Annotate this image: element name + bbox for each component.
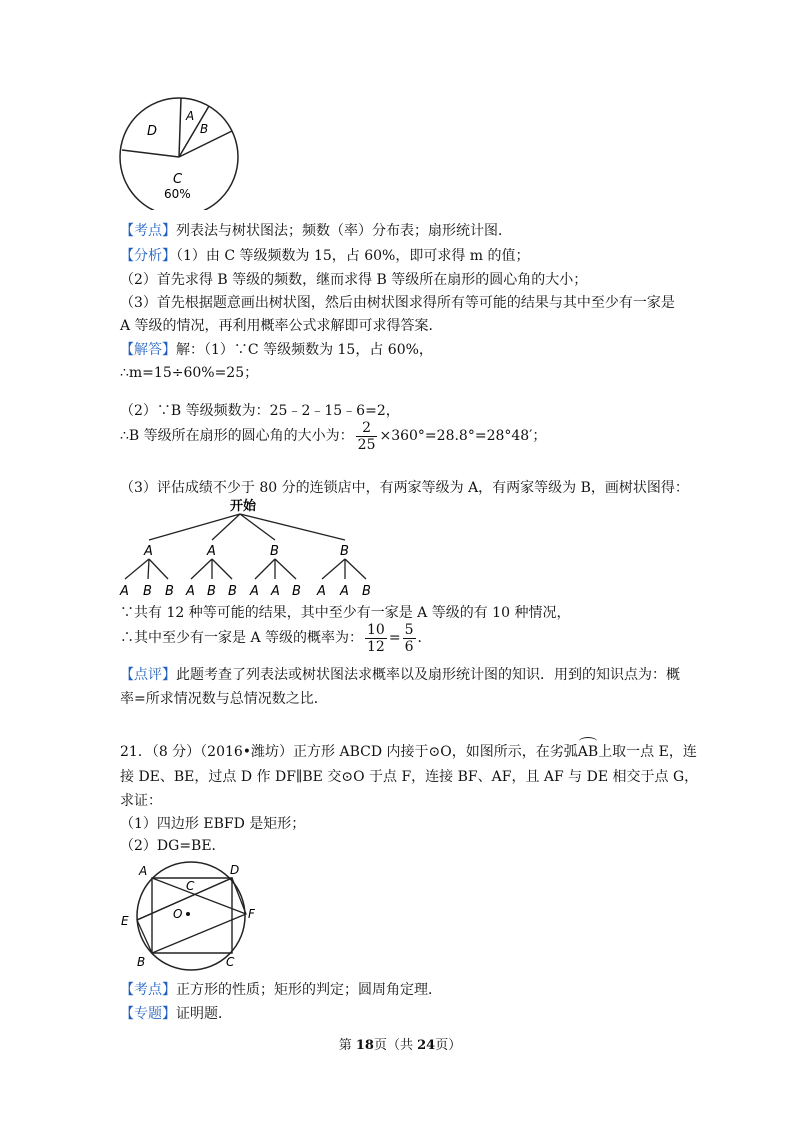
pie-slice-line [179, 98, 181, 157]
tree-leaf-label: A [120, 584, 129, 599]
jieda-tag: 【解答】 [120, 342, 176, 358]
tree-leaf-label: B [143, 584, 152, 599]
fraction-denominator: 12 [367, 638, 385, 655]
dianping-tag: 【点评】 [120, 667, 176, 683]
tree-leaf-label: B [207, 584, 216, 599]
q21-line-2: 接 DE、BE，过点 D 作 DF∥BE 交⊙O 于点 F，连接 BF、AF，且 AF 与 DE 相交于点 G， [120, 769, 699, 785]
arc-ab [578, 742, 598, 762]
fraction-numerator: 2 [356, 420, 378, 437]
fraction-2-25 [356, 420, 378, 453]
conclusion-line-2 [120, 620, 432, 656]
point-c-top-label: C [186, 879, 195, 893]
q21-line1-post: 上取一点 E，连 [598, 744, 697, 760]
point-a-label: A [139, 864, 148, 878]
footer-total-pages: 24 [417, 1038, 436, 1053]
kaodian-tag: 【考点】 [120, 223, 176, 239]
footer-mid: 页（共 [373, 1038, 418, 1053]
tree-node-a1 [119, 544, 174, 599]
footer-page-number: 18 [355, 1038, 374, 1053]
fraction-10-12 [365, 622, 387, 655]
fenxi-text-1: （1）由 C 等级频数为 15，占 60%，即可求得 m 的值； [176, 248, 530, 264]
fenxi-line-1 [120, 246, 530, 266]
step2b-suffix: ×360°=28.8°=28°48′； [379, 428, 547, 444]
q21-kaodian-tag: 【考点】 [120, 982, 176, 998]
tree-edge [125, 559, 149, 579]
tree-leaf-label: A [317, 584, 326, 599]
dianping-line-1 [120, 665, 680, 685]
center-dot [186, 912, 190, 916]
tree-edge [275, 559, 296, 579]
pie-slice-line [122, 150, 179, 157]
step2-line: （2）∵B 等级频数为：25﹣2﹣15﹣6=2， [120, 403, 400, 419]
footer-post: 页） [435, 1038, 462, 1053]
q21-line1-pre: 21．（8 分）（2016•潍坊）正方形 ABCD 内接于⊙O，如图所示，在劣弧 [120, 744, 578, 760]
tree-level1-label: A [144, 544, 153, 559]
tree-root-label: 开始 [230, 499, 257, 514]
conclusion2-end: ． [417, 630, 432, 646]
tree-level1-label: B [340, 544, 349, 559]
conclusion2-prefix: ∴其中至少有一家是 A 等级的概率为： [120, 630, 364, 646]
point-e-label: E [121, 914, 129, 928]
arc-mark [579, 737, 597, 746]
tree-edge [212, 559, 232, 579]
fraction-denominator: 6 [404, 638, 414, 655]
fraction-denominator: 25 [357, 436, 376, 453]
pie-chart-figure [115, 95, 245, 210]
tree-diagram [115, 497, 385, 602]
pie-label-c-percent: 60% [164, 187, 191, 201]
tree-leaf-label: A [250, 584, 259, 599]
tree-edge [345, 559, 366, 579]
tree-edge [191, 559, 212, 579]
jieda-m-line: ∴m=15÷60%=25； [120, 365, 259, 381]
tree-leaf-label: B [165, 584, 174, 599]
q21-item-2: （2）DG=BE． [120, 838, 226, 854]
tree-edge [149, 559, 168, 579]
point-f-label: F [248, 907, 255, 921]
tree-leaf-label: A [271, 584, 280, 599]
point-c-bottom-label: C [226, 955, 235, 969]
q21-line-1 [120, 742, 697, 762]
tree-edge [322, 559, 345, 579]
kaodian-line [120, 221, 512, 241]
q21-zhuanti-line [120, 1004, 232, 1024]
fenxi-tag: 【分析】 [120, 248, 176, 264]
conclusion-line-1: ∵共有 12 种等可能的结果，其中至少有一家是 A 等级的有 10 种情况， [120, 605, 571, 621]
q21-zhuanti-tag: 【专题】 [120, 1006, 176, 1022]
jieda-line [120, 340, 433, 360]
tree-leaf-label: A [186, 584, 195, 599]
pie-label-d: D [147, 124, 158, 139]
point-d-label: D [230, 863, 240, 877]
pie-label-c: C [173, 172, 183, 187]
step2b-line [120, 418, 546, 454]
tree-node-b2 [316, 544, 371, 599]
pie-label-b: B [200, 122, 209, 136]
point-b-label: B [137, 955, 146, 969]
q21-kaodian-text: 正方形的性质；矩形的判定；圆周角定理． [176, 982, 442, 998]
fraction-5-6 [403, 622, 416, 655]
q21-zhuanti-text: 证明题． [176, 1006, 232, 1022]
equals-sign: = [388, 630, 401, 646]
tree-leaf-label: B [228, 584, 237, 599]
tree-edge [255, 559, 275, 579]
step3-line: （3）评估成绩不少于 80 分的连锁店中，有两家等级为 A，有两家等级为 B，画树状图得： [120, 480, 689, 496]
fraction-numerator: 10 [367, 621, 385, 638]
q21-line-3: 求证： [120, 793, 162, 809]
dianping-text-a: 此题考查了列表法或树状图法求概率以及扇形统计图的知识．用到的知识点为：概 [176, 667, 680, 683]
kaodian-text: 列表法与树状图法；频数（率）分布表；扇形统计图． [176, 223, 512, 239]
fraction-numerator: 5 [404, 621, 414, 638]
footer-pre: 第 [338, 1038, 356, 1053]
pie-label-a: A [186, 109, 195, 123]
circle-square-figure [115, 858, 265, 973]
page-footer [0, 1034, 800, 1053]
arc-label: AB [577, 744, 599, 760]
tree-leaf-label: A [340, 584, 349, 599]
tree-node-b1 [249, 544, 301, 599]
fenxi-line-3b: A 等级的情况，再利用概率公式求解即可求得答案． [120, 318, 443, 334]
fenxi-line-3a: （3）首先根据题意画出树状图，然后由树状图求得所有等可能的结果与其中至少有一家是 [120, 295, 675, 311]
step2b-prefix: ∴B 等级所在扇形的圆心角的大小为： [120, 428, 354, 444]
tree-edge [148, 559, 149, 579]
tree-level1-label: A [207, 544, 216, 559]
tree-level1-label: B [270, 544, 279, 559]
fenxi-line-2: （2）首先求得 B 等级的频数，继而求得 B 等级所在扇形的圆心角的大小； [120, 272, 588, 288]
point-o-label: O [173, 907, 183, 921]
tree-edge [240, 514, 345, 540]
segment-de [137, 878, 232, 920]
q21-item-1: （1）四边形 EBFD 是矩形； [120, 816, 306, 832]
tree-leaf-label: B [362, 584, 371, 599]
dianping-line-2: 率=所求情况数与总情况数之比． [120, 691, 328, 707]
tree-node-a2 [185, 544, 237, 599]
tree-leaf-label: B [292, 584, 301, 599]
jieda-text-1: 解：（1）∵C 等级频数为 15，占 60%， [176, 342, 433, 358]
q21-kaodian-line [120, 980, 442, 1000]
